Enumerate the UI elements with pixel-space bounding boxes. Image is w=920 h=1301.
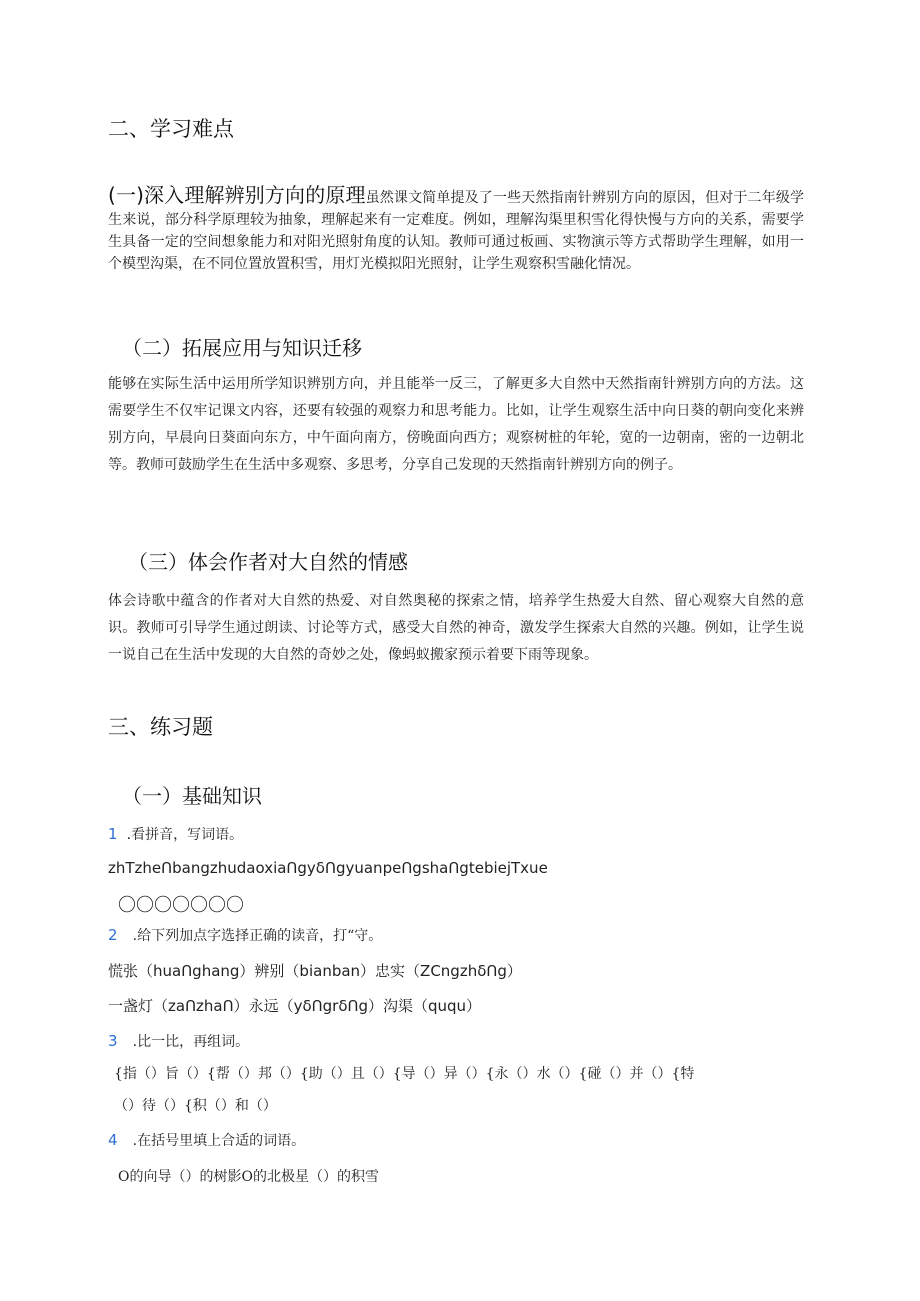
paragraph-principle-text: 虽然课文简单提及了一些天然指南针辨别方向的原因，但对于二年级学生来说，部分科学原理较为抽象，理解起来有一定难度。例如，理解沟渠里积雪化得快慢与方向的关系，需要学生具备一定的空间想象能力和对阳光照射角度的认知。教师可通过板画、实物演示等方式帮助学生理解，如用一个模型沟渠，在不同位置放置积雪，用灯光模拟阳光照射，让学生观察积雪融化情况。: [108, 190, 804, 272]
answer-boxes: 〇〇〇〇〇〇〇: [118, 895, 244, 916]
question-text: .比一比，再组词。: [132, 1034, 250, 1050]
q3-line-1: {指（）旨（）{帮（）邦（）{助（）且（）{导（）异（）{永（）水（）{碰（）并（）{特: [114, 1066, 695, 1082]
q2-line-2: 一盏灯（zaՈzhaՈ）永远（yδՈgrδՈg）沟渠（ququ）: [108, 997, 482, 1015]
question-text: .给下列加点字选择正确的读音，打“守。: [132, 928, 383, 944]
subheading-basics: （一）基础知识: [122, 784, 262, 808]
question-4: [108, 1130, 305, 1150]
subheading-emotion: （三）体会作者对大自然的情感: [128, 550, 408, 574]
question-2: [108, 925, 382, 945]
question-number: 2: [108, 926, 118, 944]
q3-line-2: （）待（）{积（）和（）: [114, 1098, 277, 1114]
paragraph-emotion: 体会诗歌中蕴含的作者对大自然的热爱、对自然奥秘的探索之情，培养学生热爱大自然、留心观察大自然的意识。教师可引导学生通过朗读、讨论等方式，感受大自然的神奇，激发学生探索大自然的兴趣。例如，让学生说一说自己在生活中发现的大自然的奇妙之处，像蚂蚁搬家预示着要下雨等现象。: [108, 593, 804, 663]
paragraph-principle: [108, 184, 804, 275]
subheading-principle: (一)深入理解辨别方向的原理: [108, 183, 366, 207]
question-number: 1: [108, 825, 118, 843]
section-heading-difficulties: 二、学习难点: [108, 117, 234, 141]
q4-line-1: O的向导（）的树影O的北极星（）的积雪: [118, 1169, 379, 1185]
section-heading-exercises: 三、练习题: [108, 715, 213, 739]
question-number: 4: [108, 1131, 118, 1149]
question-text: .看拼音，写词语。: [126, 827, 244, 843]
question-text: .在括号里填上合适的词语。: [132, 1133, 306, 1149]
question-3: [108, 1031, 249, 1051]
pinyin-line: zhTzheՈbangzhudaoxiaՈgyδՈgyuanpeՈgshaՈgtebiejTxue: [108, 859, 548, 877]
question-number: 3: [108, 1032, 118, 1050]
subheading-extension: （二）拓展应用与知识迁移: [122, 336, 362, 360]
q2-line-1: 慌张（huaՈghang）辨别（bianban）忠实（ZCngzhδՈg）: [108, 962, 522, 980]
paragraph-extension: 能够在实际生活中运用所学知识辨别方向，并且能举一反三，了解更多大自然中天然指南针辨别方向的方法。这需要学生不仅牢记课文内容，还要有较强的观察力和思考能力。比如，让学生观察生活中向日葵的朝向变化来辨别方向，早晨向日葵面向东方，中午面向南方，傍晚面向西方；观察树桩的年轮，宽的一边朝南，密的一边朝北等。教师可鼓励学生在生活中多观察、多思考，分享自己发现的天然指南针辨别方向的例子。: [108, 376, 804, 473]
question-1: [108, 824, 243, 844]
